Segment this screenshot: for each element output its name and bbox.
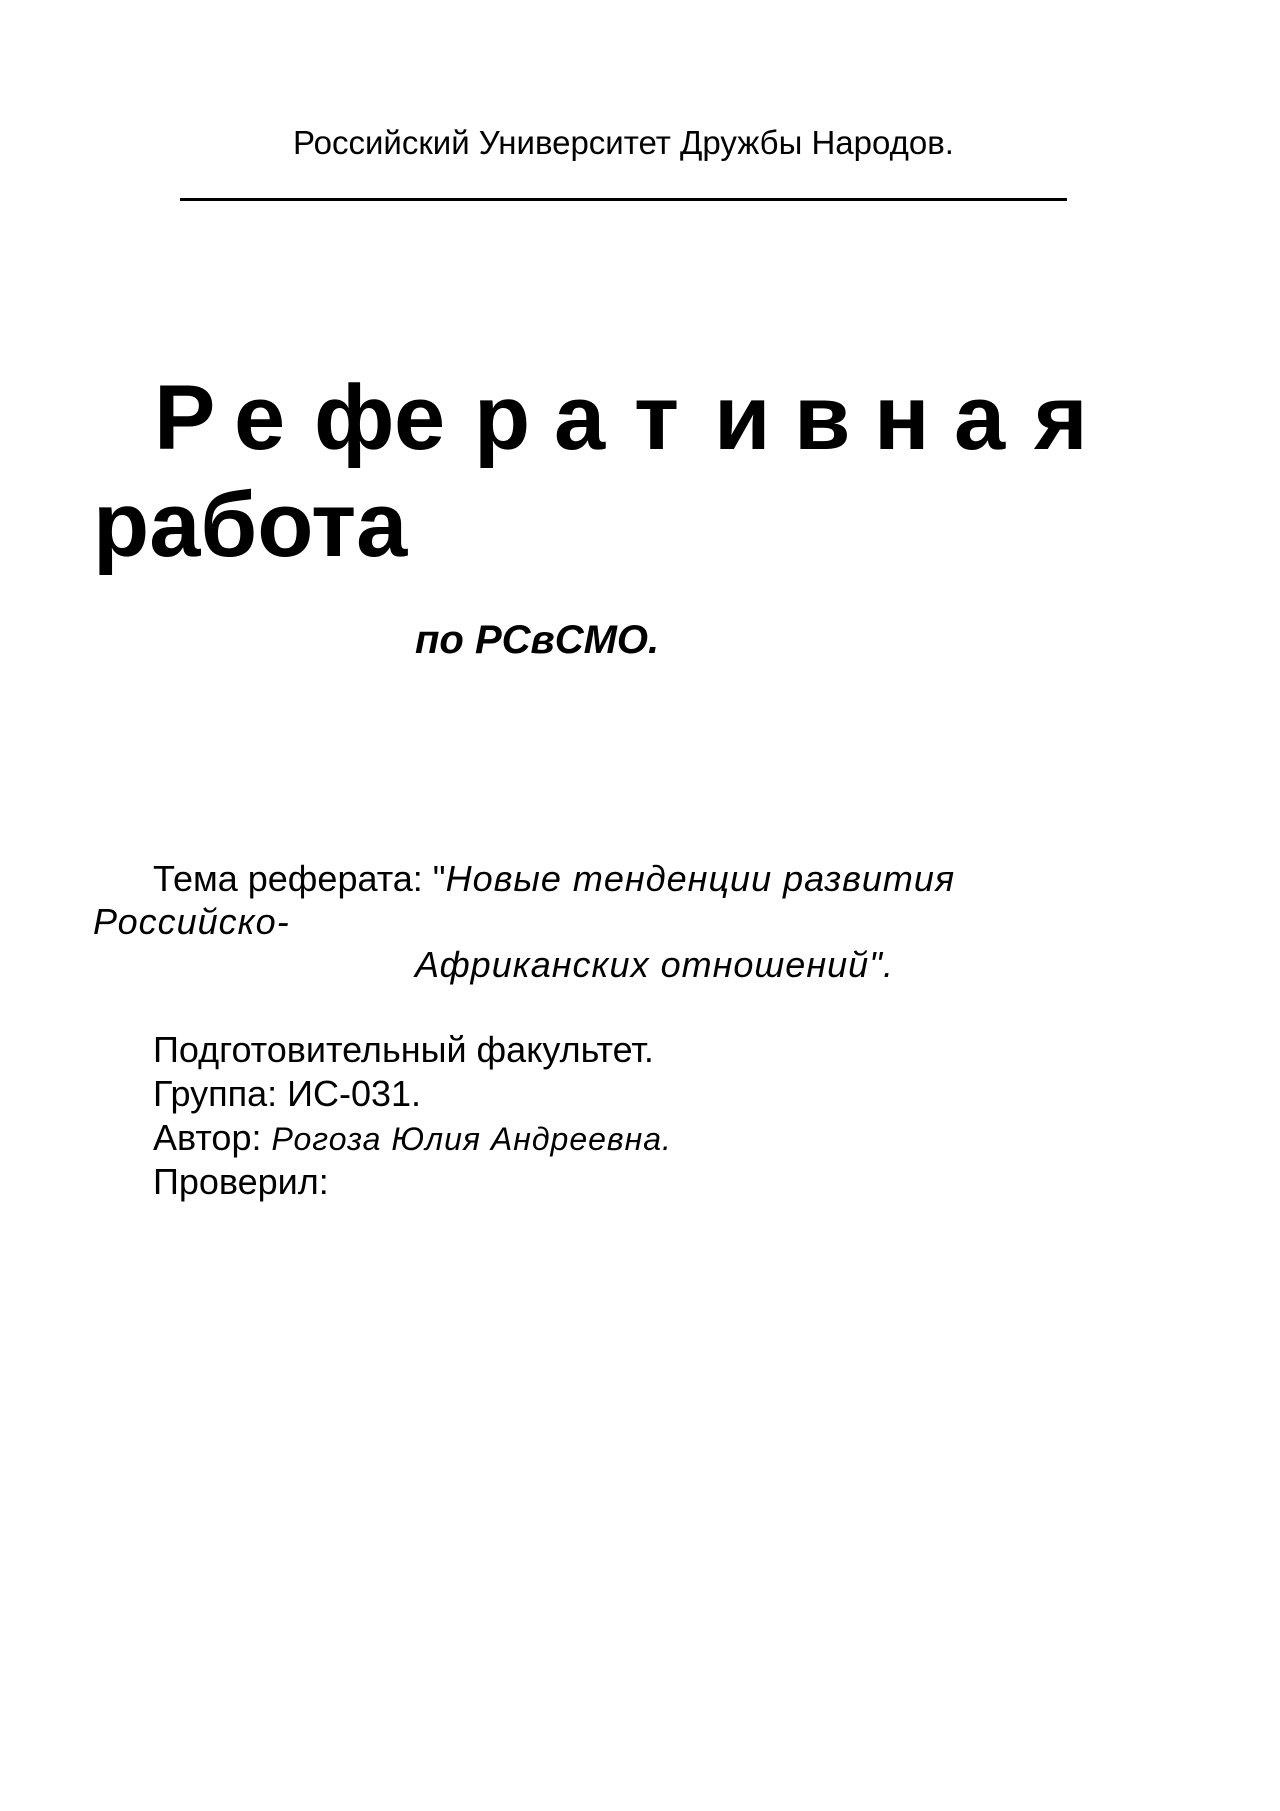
author-name: Рогоза Юлия Андреевна. (271, 1121, 672, 1157)
subject-line: по РСвСМО. (415, 618, 660, 662)
author-label: Автор: (153, 1117, 272, 1158)
group-line: Группа: ИС-031. (153, 1073, 422, 1114)
topic-title-part-2: Российско- (93, 901, 290, 942)
title-letter: е (394, 367, 446, 469)
topic-line-1 (153, 857, 955, 900)
topic-title-part-1: Новые тенденции развития (445, 858, 956, 899)
title-letter: а (954, 367, 1006, 469)
university-name: Российский Университет Дружбы Народов. (293, 124, 954, 161)
faculty-line: Подготовительный факультет. (153, 1029, 654, 1070)
title-letter: т (634, 367, 680, 469)
topic-label: Тема реферата: " (153, 858, 446, 899)
title-letter: р (474, 367, 531, 469)
title-letter: и (714, 367, 771, 469)
title-letter: н (874, 367, 930, 469)
title-line-2: работа (93, 474, 408, 576)
title-letter: е (234, 367, 286, 469)
title-letter: Р (154, 367, 216, 469)
topic-line-3 (415, 943, 894, 986)
header-divider (180, 198, 1067, 201)
title-letter: в (794, 367, 851, 469)
title-letter: а (554, 367, 606, 469)
title-letter: ф (314, 367, 395, 469)
topic-line-2 (93, 900, 290, 943)
checked-by-line: Проверил: (153, 1161, 329, 1202)
author-line (153, 1116, 672, 1161)
title-line-1 (154, 368, 1114, 468)
title-letter: я (1034, 367, 1088, 469)
topic-title-part-3: Африканских отношений". (415, 944, 894, 985)
